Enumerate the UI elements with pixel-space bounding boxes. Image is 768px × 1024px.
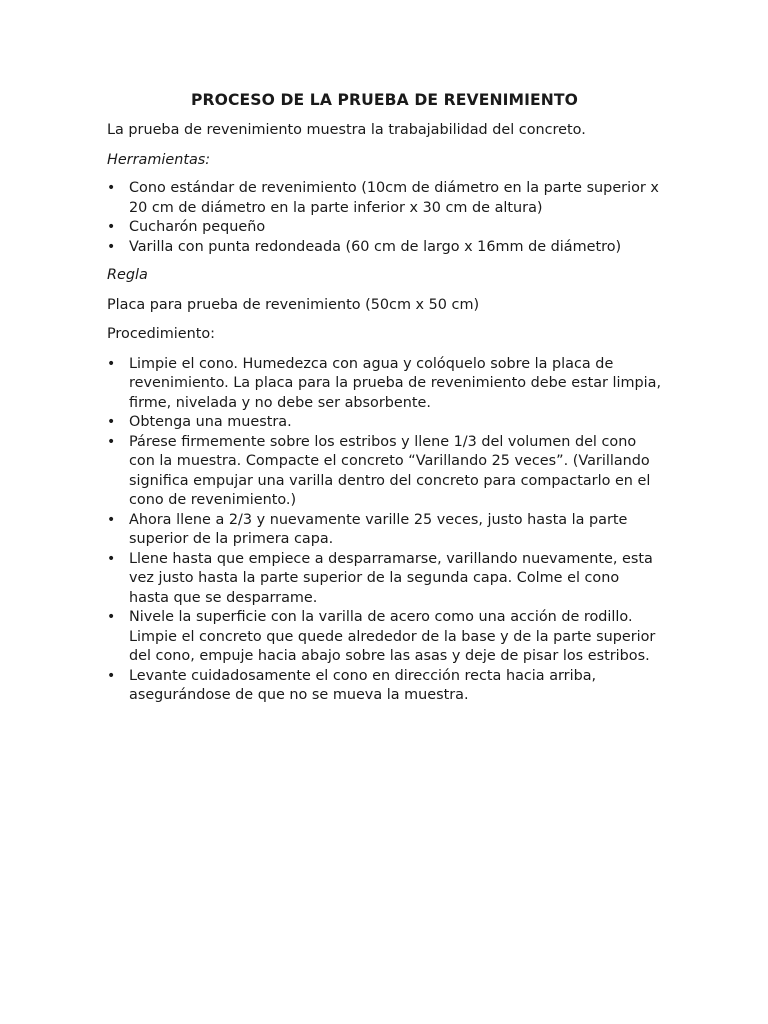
bullet-icon: • (107, 414, 116, 430)
procedure-heading: Procedimiento: (107, 326, 216, 342)
list-item (107, 550, 662, 609)
bullet-icon: • (107, 219, 116, 235)
list-item-text: Nivele la superficie con la varilla de acero como una acción de rodillo. Limpie el concreto que quede alrededor de la base y de la parte superior del cono, empuje hacia abajo sobre las asas y deje de pisar los estribos. (129, 609, 656, 664)
list-item (107, 511, 662, 550)
list-item (107, 667, 662, 706)
placa-line: Placa para prueba de revenimiento (50cm x 50 cm) (107, 296, 480, 313)
bullet-icon: • (107, 433, 116, 450)
list-item (107, 218, 662, 238)
bullet-icon: • (107, 550, 116, 567)
bullet-icon: • (107, 667, 116, 684)
tools-heading: Herramientas: (107, 151, 211, 168)
page-title: PROCESO DE LA PRUEBA DE REVENIMIENTO (190, 91, 579, 109)
intro-paragraph: La prueba de revenimiento muestra la trabajabilidad del concreto. (107, 122, 586, 138)
tools-list (107, 179, 662, 257)
bullet-icon: • (107, 609, 116, 625)
list-item-text: Llene hasta que empiece a desparramarse, varillando nuevamente, esta vez justo hasta la parte superior de la segunda capa. Colme el cono hasta que se desparrame. (129, 550, 653, 606)
document-body (107, 88, 662, 706)
list-item-text: Párese firmemente sobre los estribos y llene 1/3 del volumen del cono con la muestra. Compacte el concreto “Varillando 25 veces”. (Varillando significa empujar una varilla dentro del concreto para compactarlo en el cono de revenimiento.) (129, 433, 651, 508)
list-item-text: Cono estándar de revenimiento (10cm de diámetro en la parte superior x 20 cm de diámetro en la parte inferior x 30 cm de altura) (129, 180, 659, 216)
bullet-icon: • (107, 180, 116, 196)
list-item (107, 238, 662, 258)
list-item (107, 355, 662, 414)
list-item-text: Varilla con punta redondeada (60 cm de largo x 16mm de diámetro) (129, 238, 622, 255)
list-item-text: Obtenga una muestra. (129, 414, 292, 430)
list-item (107, 413, 662, 433)
list-item-text: Ahora llene a 2/3 y nuevamente varille 25 veces, justo hasta la parte superior de la primera capa. (129, 511, 628, 547)
regla-line: Regla (107, 267, 148, 283)
procedure-list (107, 355, 662, 706)
list-item (107, 433, 662, 511)
list-item (107, 608, 662, 667)
bullet-icon: • (107, 355, 116, 372)
list-item-text: Limpie el cono. Humedezca con agua y colóquelo sobre la placa de revenimiento. La placa para la prueba de revenimiento debe estar limpia, firme, nivelada y no debe ser absorbente. (129, 355, 662, 411)
bullet-icon: • (107, 238, 116, 255)
list-item (107, 179, 662, 218)
list-item-text: Cucharón pequeño (129, 219, 266, 235)
list-item-text: Levante cuidadosamente el cono en dirección recta hacia arriba, asegurándose de que no se mueva la muestra. (129, 667, 597, 703)
bullet-icon: • (107, 511, 116, 528)
